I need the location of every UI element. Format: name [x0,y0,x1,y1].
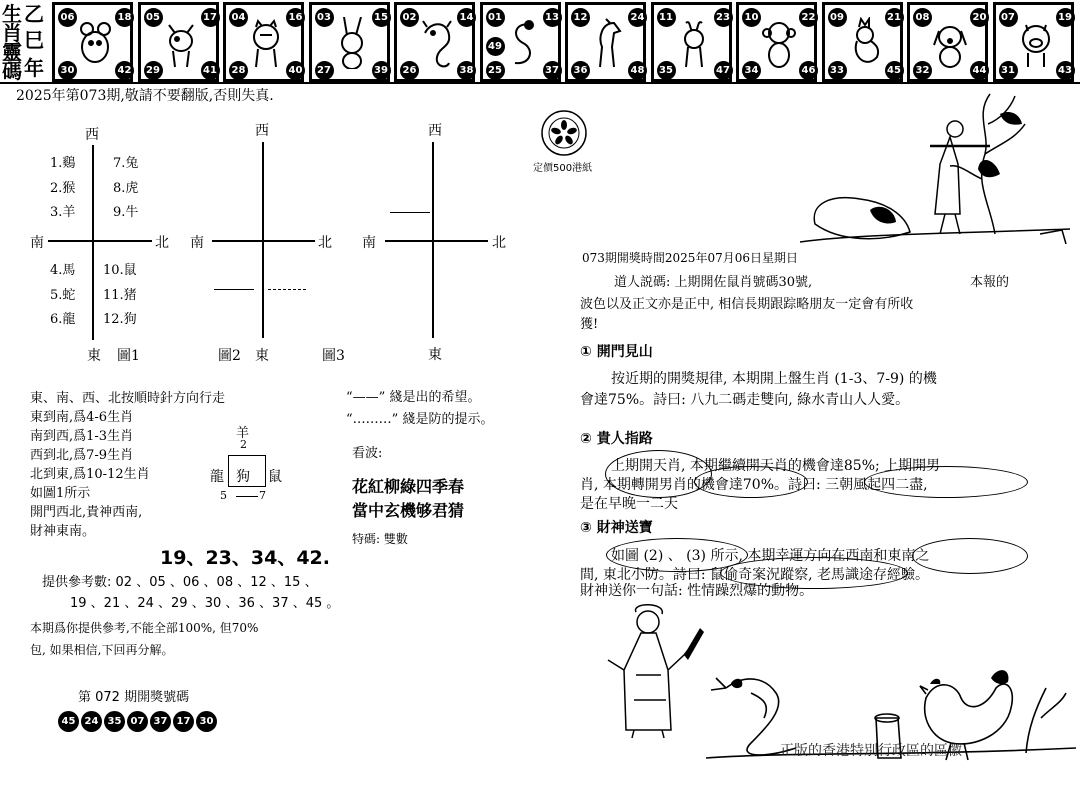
zodiac-number: 38 [457,61,476,80]
fig2-south: 南 [190,235,204,251]
section3-title: ③ 財神送寶 [580,520,653,536]
mini-compass-right: 鼠 [268,469,282,485]
fig3-west: 西 [428,123,442,139]
zodiac-number: 11 [657,8,676,27]
s2-line2: 肖, 本期轉開男肖的機會達70%。詩曰: 三朝風起四二盡, [580,477,928,493]
rule-line: 南到西,爲1-3生肖 [30,429,134,444]
s3-line2: 間, 東北小防。詩曰: 鼠偷奇案況蹤察, 老馬識途存經驗。 [580,567,929,583]
zodiac-number: 06 [58,8,77,27]
rule-line: 東到南,爲4-6生肖 [30,410,134,425]
zodiac-number: 21 [885,8,904,27]
zodiac-number: 43 [1056,61,1075,80]
fig2-east: 東 [255,348,269,364]
zodiac-number: 47 [714,61,733,80]
issue-line: 2025年第073期,敬請不要翻版,否則失真. [16,88,274,104]
wave-label: 看波: [352,446,383,461]
fig3-east: 東 [428,347,442,363]
year-char: 乙 [24,2,44,26]
dotted-mark: “………” [346,412,399,427]
zodiac-number: 09 [828,8,847,27]
zodiac-number: 27 [315,61,334,80]
zodiac-number: 36 [571,61,590,80]
dog-icon [932,17,968,69]
zodiac-number: 05 [144,8,163,27]
zodiac-cell [309,2,390,82]
zodiac-cell [651,2,732,82]
ref-label: 提供參考數: [42,575,112,590]
zodiac-number: 34 [742,61,761,80]
zodiac-number: 30 [58,61,77,80]
zodiac-cell [822,2,903,82]
zodiac-entry: 11.猪 [103,287,137,303]
note-line: 包, 如果相信,下回再分解。 [30,643,174,657]
zodiac-number: 23 [714,8,733,27]
fig2-north: 北 [318,235,332,251]
footer-caption: 正版的香港特別行政區的區徽 [780,743,962,759]
tiger-icon [248,17,284,69]
pig-icon [1018,17,1054,69]
rule-line: 財神東南。 [30,524,96,539]
zodiac-entry: 2.猴 [50,180,76,196]
price-label: 定價500港紙 [533,163,593,174]
zodiac-number: 41 [201,61,220,80]
highlight-circle [912,538,1028,574]
dragon-icon [419,17,455,69]
note-line: 本期爲你提供參考,不能全部100%, 但70% [30,621,259,635]
mini-compass-top-num: 2 [240,438,247,451]
zodiac-cell [52,2,133,82]
flute-player-illustration [800,84,1075,244]
zodiac-number: 44 [970,61,989,80]
zodiac-number: 04 [229,8,248,27]
solid-mark: “——” [346,390,386,405]
zodiac-number: 01 [486,8,505,27]
s3-line1: 如圖 (2) 、 (3) 所示, 本期幸運方向在西南和東南之 [611,548,930,564]
rooster-icon [847,17,883,69]
zodiac-number: 40 [286,61,305,80]
mini-compass-left: 龍 [210,469,224,485]
highlight-circle [720,557,908,589]
fig1-vertical-line [92,145,94,340]
date-line: 073期開獎時間2025年07月06日星期日 [582,251,798,265]
zodiac-entry: 3.羊 [50,205,76,220]
woman-illustration [596,600,706,740]
draw-number-ball: 24 [81,711,102,732]
legend-dotted [346,408,493,427]
zodiac-number: 19 [1056,8,1075,27]
prev-draw-label: 第 072 期開獎號碼 [78,690,190,705]
fig3-south: 南 [362,235,376,251]
zodiac-number: 25 [486,61,505,80]
mini-compass-bottom-line [236,496,258,497]
fig1-list-left-bottom [50,259,75,333]
fig1-south: 南 [30,235,44,251]
zodiac-cell [993,2,1074,82]
s2-line1: 上期開天肖, 本期繼續開天肖的機會達85%; 上期開男 [611,458,941,474]
zodiac-number: 18 [115,8,134,27]
year-char: 巳 [24,28,44,52]
rule-line: 西到北,爲7-9生肖 [30,448,134,463]
zodiac-cell [223,2,304,82]
highlight-circle [864,466,1028,498]
zodiac-entry: 6.龍 [50,312,76,327]
rules-block [30,389,225,541]
zodiac-cell [565,2,646,82]
special-label: 特碼: 雙數 [352,532,408,546]
draw-number-ball: 45 [58,711,79,732]
intro-line1: 道人説碼: 上期開佐鼠肖號碼30號, [614,275,813,290]
fig1-horizontal-line [48,240,152,242]
zodiac-number: 32 [913,61,932,80]
zodiac-entry: 12.狗 [103,312,137,327]
rule-line: 開門西北,貴神西南, [30,505,143,520]
zodiac-number: 02 [400,8,419,27]
fig2-dotted-mark [268,289,306,290]
mini-compass-center: 狗 [236,469,250,485]
zodiac-number: 45 [885,61,904,80]
zodiac-number: 35 [657,61,676,80]
zodiac-number: 37 [543,61,562,80]
zodiac-number: 03 [315,8,334,27]
zodiac-number: 48 [628,61,647,80]
mini-compass-br: 7 [259,489,266,502]
goat-icon [676,17,712,69]
zodiac-cell [736,2,817,82]
dotted-text: 綫是防的提示。 [402,412,494,427]
rule-line: 東、南、西、北按順時針方向行走 [30,391,226,406]
section2-title: ② 貴人指路 [580,431,653,447]
zodiac-number: 07 [999,8,1018,27]
zodiac-number: 28 [229,61,248,80]
main-numbers: 19、23、34、42. [160,547,330,569]
emblem-icon [539,108,589,158]
fig2-horizontal-line [212,240,315,242]
zodiac-entry: 5.蛇 [50,287,76,303]
zodiac-number: 12 [571,8,590,27]
zodiac-number: 08 [913,8,932,27]
fig1-list-right-top [113,152,138,226]
zodiac-number: 31 [999,61,1018,80]
mini-compass-top: 羊 [236,426,250,441]
poem-line: 當中玄機够君猜 [352,501,465,520]
ref-line1 [42,571,318,590]
fig2-label: 圖2 [218,348,241,364]
draw-number-ball: 37 [150,711,171,732]
zodiac-entry: 1.鷄 [50,156,76,171]
fig1-list-left-top [50,152,75,226]
zodiac-entry: 8.虎 [113,180,139,196]
zodiac-number: 42 [115,61,134,80]
fig3-label: 圖3 [322,348,345,364]
zodiac-number: 13 [543,8,562,27]
section1-title: ① 開門見山 [580,344,653,360]
zodiac-number: 15 [372,8,391,27]
fig1-east: 東 [87,348,101,364]
zodiac-cell [394,2,475,82]
side-char: 肖 [2,21,22,45]
zodiac-entry: 4.馬 [50,263,76,278]
monkey-icon [761,17,797,69]
draw-number-ball: 30 [196,711,217,732]
zodiac-number: 26 [400,61,419,80]
fig1-label: 圖1 [117,348,140,364]
fig2-solid-mark [214,289,254,290]
zodiac-number: 33 [828,61,847,80]
fig3-horizontal-line [385,240,488,242]
fig3-solid-mark [390,212,430,213]
strip-title [2,2,48,82]
s2-line3: 是在早晚一二天 [580,496,678,512]
zodiac-entry: 9.牛 [113,205,139,220]
side-char: 生 [2,2,22,26]
rat-icon [77,17,113,69]
zodiac-entry: 10.鼠 [103,263,137,278]
fig2-west: 西 [255,123,269,139]
zodiac-cell [907,2,988,82]
s1-line2: 會達75%。詩曰: 八九二碼走雙向, 綠水青山人人愛。 [580,392,910,408]
zodiac-entry: 7.兔 [113,156,139,171]
highlight-circle [605,450,712,498]
side-char: 靈 [2,40,22,64]
draw-number-ball: 35 [104,711,125,732]
legend-solid [346,386,480,405]
fig1-west: 西 [85,127,99,143]
zodiac-number: 17 [201,8,220,27]
zodiac-number: 10 [742,8,761,27]
zodiac-number: 22 [799,8,818,27]
zodiac-strip [0,0,1080,84]
fig1-north: 北 [155,235,169,251]
ref-line2: 19 、21 、24 、29 、30 、36 、37 、45 。 [70,596,340,611]
intro-line3: 獲! [580,317,599,332]
intro-suffix: 本報的 [970,275,1010,290]
zodiac-cell [138,2,219,82]
zodiac-number: 29 [144,61,163,80]
mini-compass-bl: 5 [220,489,227,502]
zodiac-number: 20 [970,8,989,27]
zodiac-cell [480,2,561,82]
zodiac-number: 39 [372,61,391,80]
snake-icon [505,17,541,69]
year-char: 年 [24,56,44,80]
draw-number-ball: 07 [127,711,148,732]
zodiac-number: 24 [628,8,647,27]
fig1-list-right-bottom [103,259,137,333]
ref-values: 02 、05 、06 、08 、12 、15 、 [115,575,318,590]
rule-line: 北到東,爲10-12生肖 [30,467,150,482]
zodiac-number: 49 [486,37,505,56]
rule-line: 如圖1所示 [30,486,91,501]
s1-line1: 按近期的開獎規律, 本期開上盤生肖 (1-3、7-9) 的機 [611,371,937,387]
solid-text: 綫是出的希望。 [389,390,481,405]
zodiac-number: 16 [286,8,305,27]
s3-line3: 財神送你一句話: 性情躁烈爆的動物。 [580,583,814,599]
ox-icon [163,17,199,69]
fig3-north: 北 [492,235,506,251]
draw-number-ball: 17 [173,711,194,732]
zodiac-number: 46 [799,61,818,80]
side-char: 碼 [2,59,22,83]
rabbit-icon [334,17,370,69]
poem-line: 花紅柳綠四季春 [352,477,465,496]
highlight-circle [694,466,808,498]
zodiac-number: 14 [457,8,476,27]
horse-icon [590,17,626,69]
intro-line2: 波色以及正文亦是正中, 相信長期跟踪略朋友一定會有所收 [580,297,914,312]
